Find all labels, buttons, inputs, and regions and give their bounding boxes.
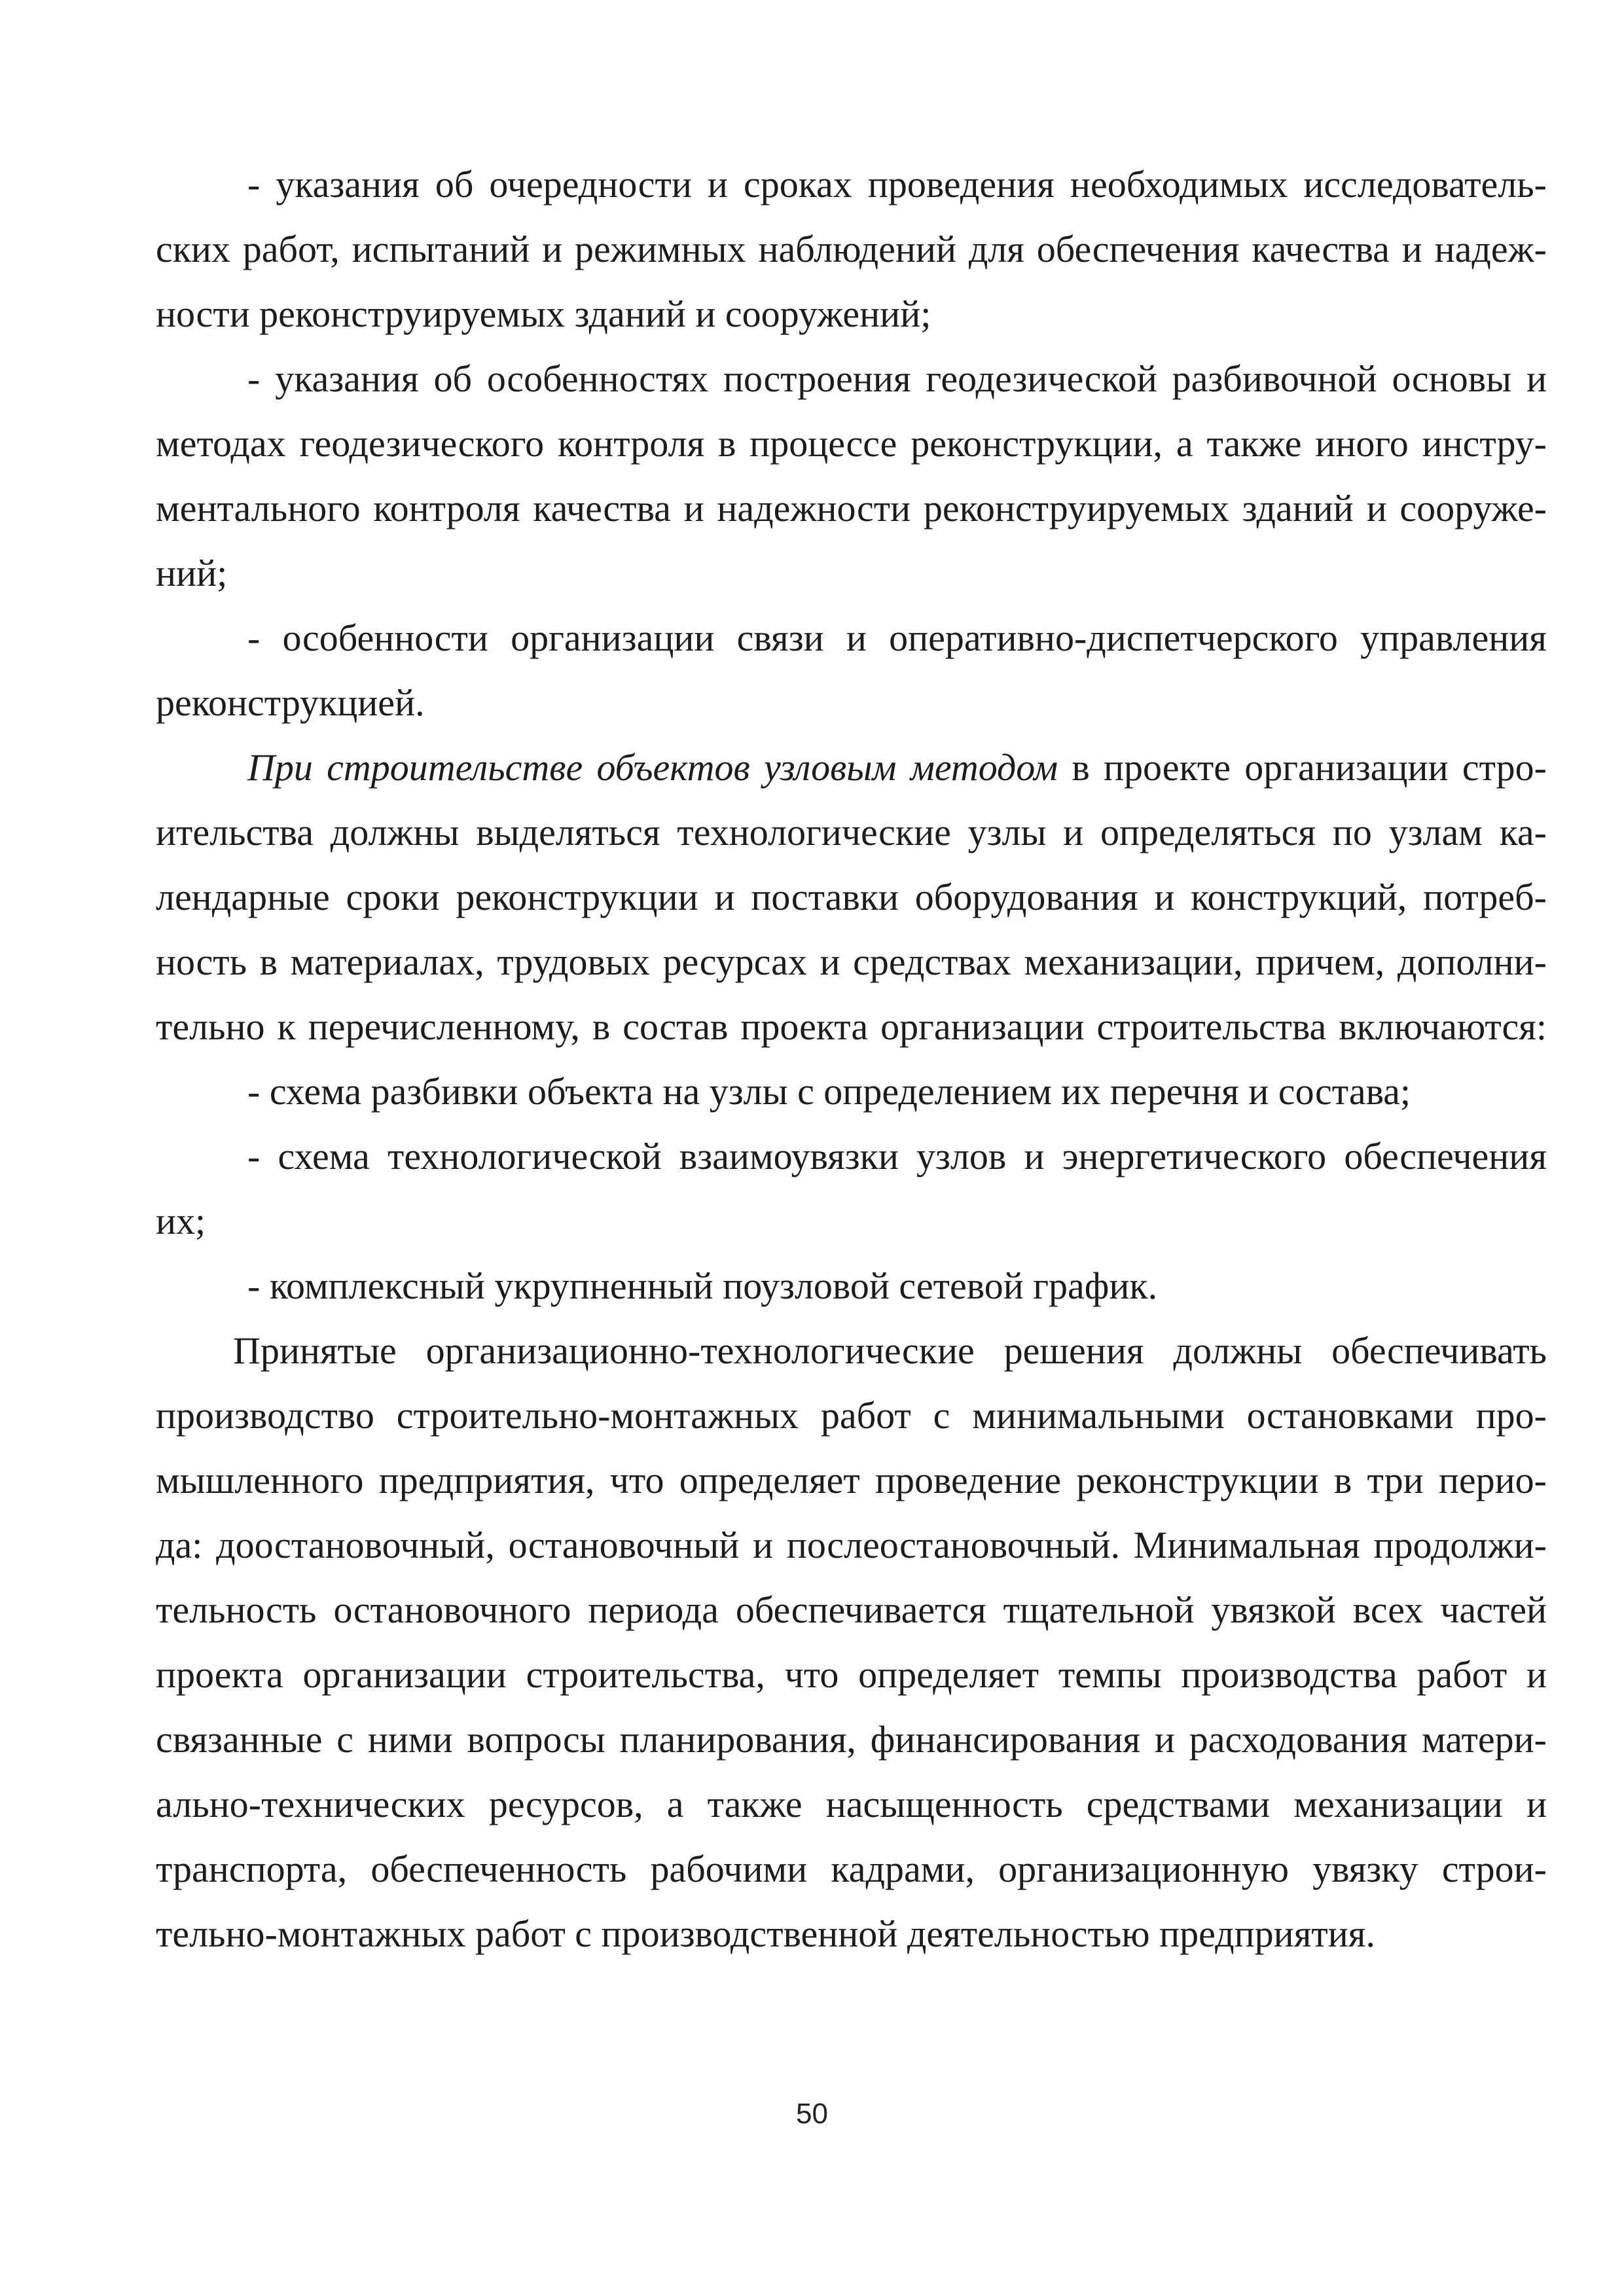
text-line: - комплексный укрупненный поузловой сетевой график. [247, 1265, 1158, 1307]
body-text [156, 152, 1547, 1966]
text-line: методах геодезического контроля в процессе реконструкции, а также иного инстру- [156, 422, 1547, 465]
italic-term: При строительстве объектов узловым методом [247, 746, 1058, 789]
text-line: тельно-монтажных работ с производственной деятельностью предприятия. [156, 1912, 1375, 1955]
paragraph-list-item-research [156, 152, 1547, 346]
paragraph-list-item-geodesy [156, 346, 1547, 605]
text-line: - указания об особенностях построения геодезической разбивочной основы и [247, 357, 1547, 400]
paragraph-nodal-method [156, 735, 1547, 1059]
text-line: производство строительно-монтажных работ с минимальными остановками про- [156, 1394, 1547, 1437]
text-line: тельно к перечисленному, в состав проекта организации строительства включаются: [156, 1005, 1547, 1048]
text-line: - схема технологической взаимоувязки узлов и энергетического обеспечения [247, 1135, 1547, 1177]
text-line: ность в материалах, трудовых ресурсах и средствах механизации, причем, дополни- [156, 941, 1547, 983]
paragraph-list-item-scheme [156, 1059, 1547, 1124]
text-line: лендарные сроки реконструкции и поставки оборудования и конструкций, потреб- [156, 876, 1547, 918]
text-line: Принятые организационно-технологические решения должны обеспечивать [233, 1329, 1547, 1372]
text-line [156, 735, 1547, 800]
text-line: их; [156, 1200, 206, 1242]
paragraph-list-item-communication [156, 605, 1547, 735]
paragraph-list-item-schedule [156, 1253, 1547, 1318]
text-line: - схема разбивки объекта на узлы с определением их перечня и состава; [247, 1070, 1411, 1113]
text-line: ительства должны выделяться технологические узлы и определяться по узлам ка- [156, 811, 1547, 853]
text-line: да: доостановочный, остановочный и послеостановочный. Минимальная продолжи- [156, 1524, 1547, 1566]
text-line: мышленного предприятия, что определяет проведение реконструкции в три перио- [156, 1459, 1547, 1501]
text-line: проекта организации строительства, что определяет темпы производства работ и [156, 1653, 1547, 1696]
text-line: ности реконструируемых зданий и сооружений; [156, 293, 931, 335]
text-line: тельность остановочного периода обеспечивается тщательной увязкой всех частей [156, 1588, 1547, 1631]
text-line: транспорта, обеспеченность рабочими кадрами, организационную увязку строи- [156, 1848, 1547, 1890]
text-line: ний; [156, 552, 228, 594]
paragraph-decisions [156, 1318, 1547, 1966]
text-line: - особенности организации связи и оперативно-диспетчерского управления [247, 617, 1547, 659]
text-line: ских работ, испытаний и режимных наблюдений для обеспечения качества и надеж- [156, 228, 1547, 270]
text-line: ально-технических ресурсов, а также насыщенность средствами механизации и [156, 1783, 1547, 1825]
text-run: в проекте организации стро- [1058, 746, 1547, 789]
text-line: связанные с ними вопросы планирования, финансирования и расходования матери- [156, 1718, 1547, 1761]
text-line: ментального контроля качества и надежности реконструируемых зданий и сооруже- [156, 487, 1547, 529]
paragraph-list-item-interlink [156, 1124, 1547, 1253]
text-line: - указания об очередности и сроках проведения необходимых исследователь- [247, 163, 1547, 206]
text-line: реконструкцией. [156, 681, 425, 724]
page-number: 50 [796, 2098, 828, 2130]
